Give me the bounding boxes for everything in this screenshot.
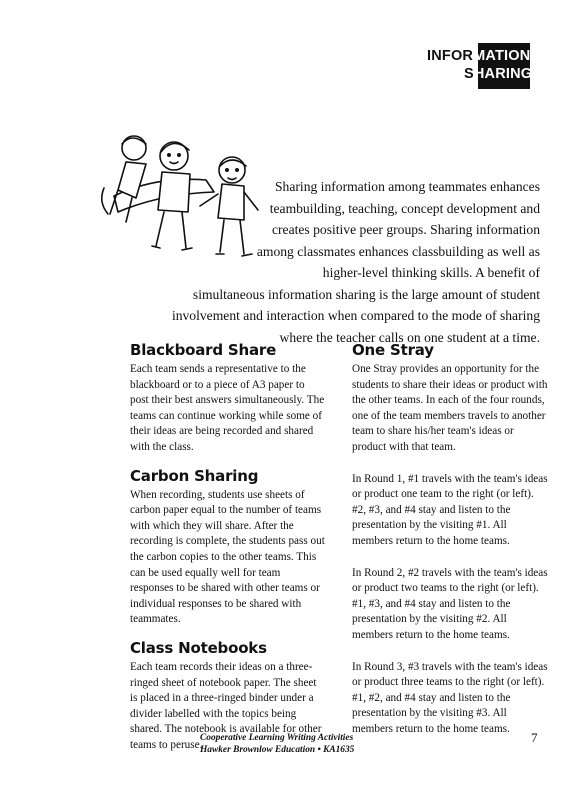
class-notebooks-heading: Class Notebooks <box>130 638 267 657</box>
class-notebooks-text: Each team records their ideas on a three-ringed sheet of notebook paper. The sheet is placed in a three-ringed binder under a divider labelled with the topics being shared. The notebook is available for other teams to peruse. <box>130 660 322 751</box>
footer-credits <box>200 732 354 756</box>
header-line-1: INFORMATION <box>427 48 531 64</box>
intro-line: higher-level thinking skills. A benefit of <box>322 265 540 280</box>
round-1-text: In Round 1, #1 travels with the team's ideas or product one team to the right (or left). #2, #3, and #4 stay and listen to the presentation by the visiting #1. All members return to the home teams. <box>352 472 548 547</box>
carbon-sharing-text: When recording, students use sheets of carbon paper equal to the number of teams with which they will share. After the recording is complete, the students pass out the carbon copies to the other teams. This can be used equally well for team responses to be shared with other teams or individual responses to be shared with teammates. <box>130 488 325 626</box>
round-2-text: In Round 2, #2 travels with the team's ideas or product two teams to the right (or left). #1, #3, and #4 stay and listen to the presentation by the visiting #2. All members return to the home teams. <box>352 566 548 641</box>
left-column <box>130 340 326 763</box>
intro-line: among classmates enhances classbuilding as well as <box>256 243 540 259</box>
one-stray-intro: One Stray provides an opportunity for the students to share their ideas or product with the other teams. In each of the four rounds, one of the team members travels to another team to share his/her team's ideas or product with that team. <box>352 363 548 453</box>
intro-line: Sharing information among teammates enhances <box>275 179 540 194</box>
intro-line: where the teacher calls on one student at a time. <box>279 329 540 345</box>
carbon-sharing-heading: Carbon Sharing <box>130 466 259 485</box>
round-3-text: In Round 3, #3 travels with the team's ideas or product three teams to the right (or left). #1, #2, and #4 stay and listen to the presentation by the visiting #3. All members return to the home teams. <box>352 660 548 735</box>
intro-paragraph <box>168 176 540 348</box>
page-number: 7 <box>531 730 538 745</box>
right-column <box>352 340 548 747</box>
blackboard-share-text: Each team sends a representative to the blackboard or to a piece of A3 paper to post their best answers simultaneously. The teams can continue working while some of their ideas are being recorded and shared with the class. <box>130 363 325 453</box>
intro-line: simultaneous information sharing is the large amount of student <box>192 286 540 302</box>
intro-line: teambuilding, teaching, concept development and <box>269 200 540 216</box>
footer-publisher: Hawker Brownlow Education • KA1635 <box>200 745 355 755</box>
intro-line: creates positive peer groups. Sharing information <box>271 222 540 237</box>
intro-line: involvement and interaction when compared to the mode of sharing <box>171 308 540 323</box>
section-header <box>421 43 533 89</box>
footer-title: Cooperative Learning Writing Activities <box>200 733 354 743</box>
one-stray-heading: One Stray <box>352 341 434 359</box>
header-line-2: SHARING <box>464 66 533 82</box>
blackboard-share-heading: Blackboard Share <box>130 341 277 359</box>
